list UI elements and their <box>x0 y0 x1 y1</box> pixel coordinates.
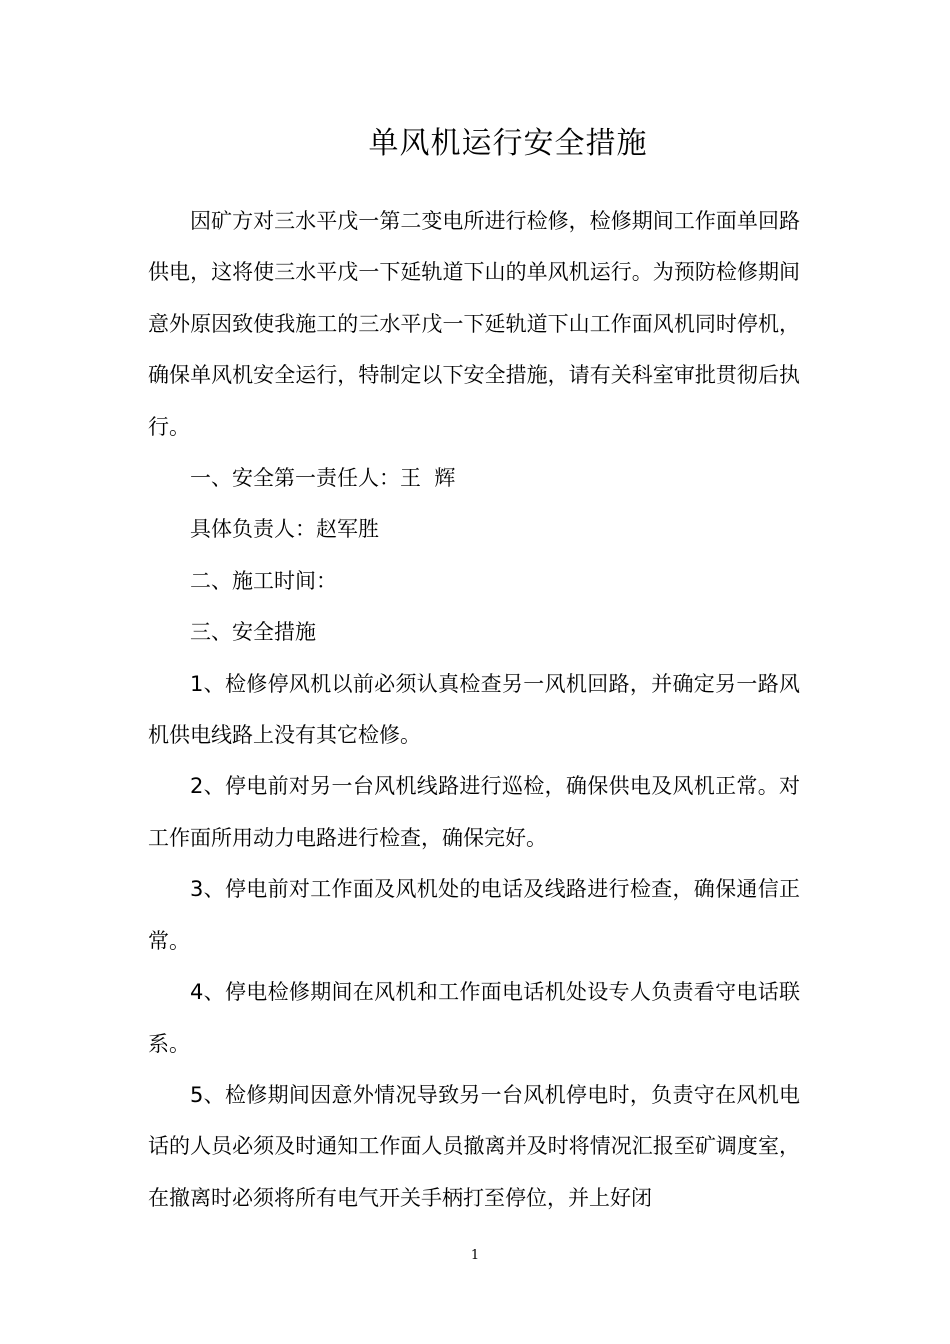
paragraph-measure-2: 2、停电前对另一台风机线路进行巡检，确保供电及风机正常。对工作面所用动力电路进行检查，确保完好。 <box>148 774 800 850</box>
document-title: 单风机运行安全措施 <box>368 126 648 161</box>
paragraph-intro: 因矿方对三水平戊一第二变电所进行检修，检修期间工作面单回路供电，这将使三水平戊一下延轨道下山的单风机运行。为预防检修期间意外原因致使我施工的三水平戊一下延轨道下山工作面风机同时停机，确保单风机安全运行，特制定以下安全措施，请有关科室审批贯彻后执行。 <box>148 209 800 439</box>
paragraph-responsible-first: 一、安全第一责任人：王 辉 <box>190 466 456 491</box>
paragraph-responsible-specific: 具体负责人：赵军胜 <box>190 517 379 542</box>
document-body <box>148 196 800 1224</box>
paragraph-measure-4: 4、停电检修期间在风机和工作面电话机处设专人负责看守电话联系。 <box>148 980 800 1056</box>
page-number: 1 <box>470 1248 480 1263</box>
paragraph-measure-3: 3、停电前对工作面及风机处的电话及线路进行检查，确保通信正常。 <box>148 877 800 953</box>
paragraph-measure-5: 5、检修期间因意外情况导致另一台风机停电时，负责守在风机电话的人员必须及时通知工作面人员撤离并及时将情况汇报至矿调度室，在撤离时必须将所有电气开关手柄打至停位，并上好闭 <box>148 1082 800 1210</box>
paragraph-safety-heading: 三、安全措施 <box>190 620 316 645</box>
paragraph-measure-1: 1、检修停风机以前必须认真检查另一风机回路，并确定另一路风机供电线路上没有其它检修。 <box>148 671 800 748</box>
paragraph-construction-time: 二、施工时间： <box>190 568 337 593</box>
